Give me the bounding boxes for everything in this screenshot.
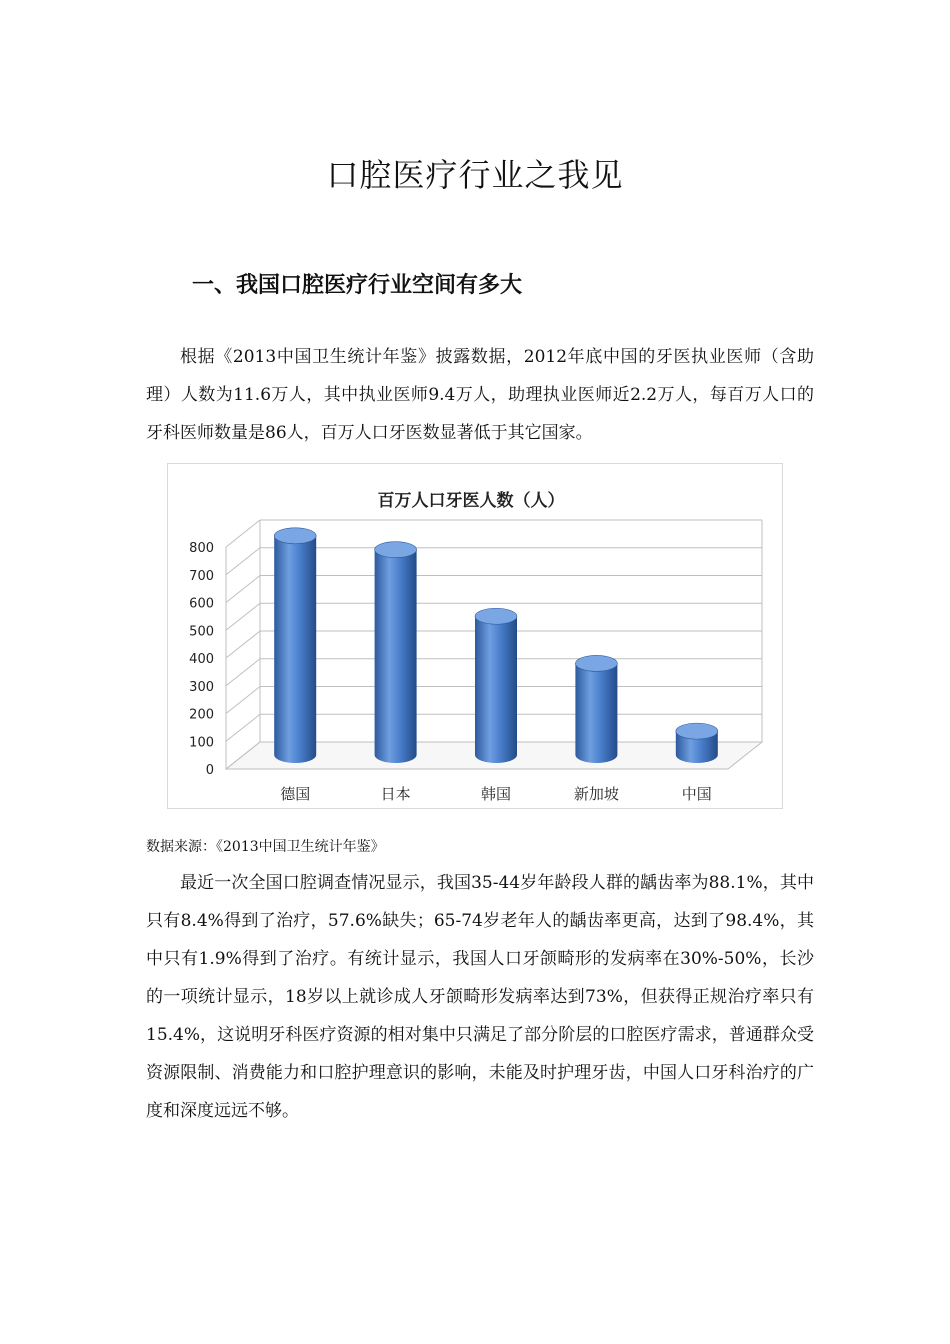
bar [274,528,316,763]
intro-paragraph: 根据《2013中国卫生统计年鉴》披露数据，2012年底中国的牙医执业医师（含助理）人数为11.6万人，其中执业医师9.4万人，助理执业医师近2.2万人，每百万人口的牙科医师数量是86人，百万人口牙医数显著低于其它国家。 [146,347,814,443]
chart-title: 百万人口牙医人数（人） [377,491,565,511]
gridline-side [226,631,260,658]
bar [676,723,718,763]
y-tick-label: 600 [189,596,214,612]
gridline-side [226,576,260,603]
dentist-density-chart [167,463,783,809]
data-source-note: 数据来源：《2013中国卫生统计年鉴》 [146,839,385,855]
bar-body [575,663,617,763]
bar [575,655,617,763]
gridline-side [226,520,260,547]
chart-svg [168,464,782,808]
y-tick-label: 100 [189,735,214,751]
gridline-side [226,714,260,741]
bar [475,608,517,763]
page-title: 口腔医疗行业之我见 [326,156,624,194]
bar-top [575,655,617,671]
x-category-label: 中国 [681,785,712,803]
y-tick-label: 0 [205,763,214,778]
y-tick-label: 500 [189,624,214,640]
gridline-side [226,603,260,630]
survey-paragraph: 最近一次全国口腔调查情况显示，我国35-44岁年龄段人群的龋齿率为88.1%，其中只有8.4%得到了治疗，57.6%缺失；65-74岁老年人的龋齿率更高，达到了98.4%，其中只有1.9%得到了治疗。有统计显示，我国人口牙颌畸形的发病率在30%-50%，长沙的一项统计显示，18岁以上就诊成人牙颌畸形发病率达到73%，但获得正规治疗率只有15.4%，这说明牙科医疗资源的相对集中只满足了部分阶层的口腔医疗需求，普通群众受资源限制、消费能力和口腔护理意识的影响，未能及时护理牙齿，中国人口牙科治疗的广度和深度远远不够。 [146,873,814,1121]
bar-top [274,528,316,544]
gridline-side [226,548,260,575]
y-tick-label: 700 [189,568,214,584]
y-tick-label: 400 [189,652,214,667]
bar [375,542,417,763]
bar-top [475,608,517,624]
x-category-label: 韩国 [480,785,512,803]
x-category-label: 新加坡 [573,785,619,803]
x-category-label: 德国 [280,785,311,803]
bar-top [375,542,417,558]
y-tick-label: 300 [189,679,214,695]
gridline-side [226,659,260,686]
x-category-label: 日本 [380,785,411,803]
section-heading: 一、我国口腔医疗行业空间有多大 [192,273,523,298]
bar-body [475,616,517,763]
bar-top [676,723,718,739]
y-tick-label: 200 [189,707,214,723]
bar-body [274,536,316,763]
gridline-side [226,687,260,714]
bar-body [375,550,417,763]
y-tick-label: 800 [189,541,214,556]
